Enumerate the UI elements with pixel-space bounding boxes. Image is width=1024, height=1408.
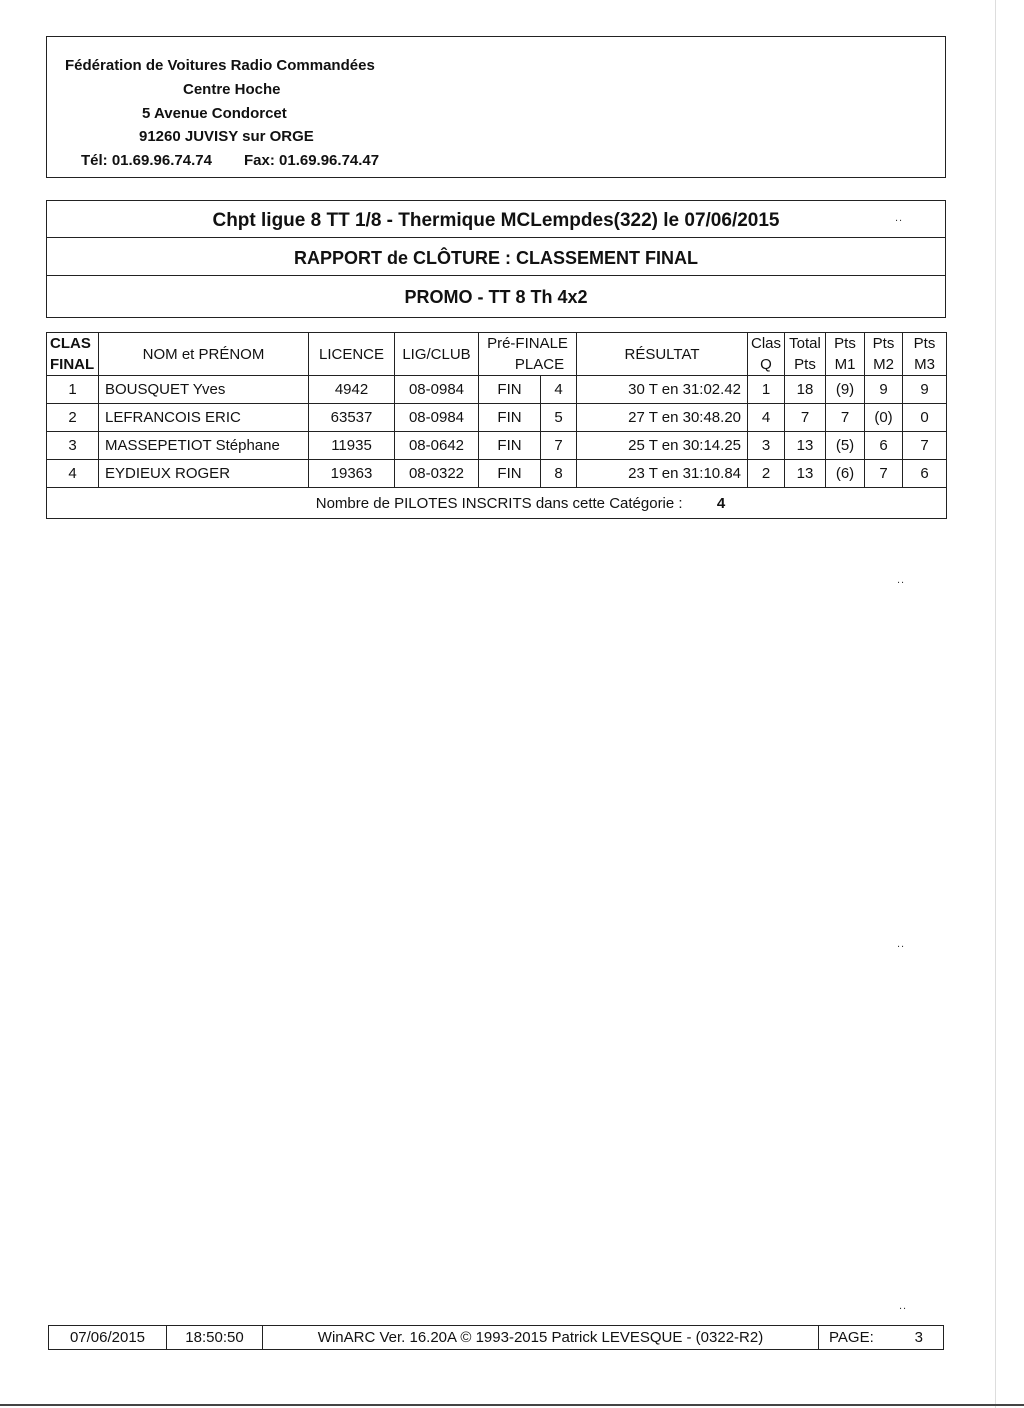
cell-total: 18 — [785, 376, 826, 404]
cell-final: FIN — [479, 432, 541, 460]
cell-club: 08-0984 — [395, 376, 479, 404]
title-divider — [47, 237, 945, 238]
header-resultat: RÉSULTAT — [577, 333, 748, 376]
cell-clas: 4 — [47, 460, 99, 488]
header-text: M3 — [914, 356, 935, 373]
cell-final: FIN — [479, 460, 541, 488]
cell-clas-q: 4 — [748, 404, 785, 432]
cell-name: EYDIEUX ROGER — [99, 460, 309, 488]
cell-place: 7 — [541, 432, 577, 460]
footer-page-number: 3 — [914, 1329, 923, 1346]
cell-m1: (5) — [826, 432, 865, 460]
cell-club: 08-0984 — [395, 404, 479, 432]
registered-pilots-label: Nombre de PILOTES INSCRITS dans cette Catégorie : — [315, 494, 683, 512]
report-title-box — [46, 200, 946, 318]
header-text: FINAL — [50, 356, 95, 373]
cell-clas-q: 3 — [748, 432, 785, 460]
cell-m2: (0) — [865, 404, 903, 432]
cell-clas: 1 — [47, 376, 99, 404]
header-pts-m1 — [826, 333, 865, 376]
print-footer — [48, 1325, 944, 1350]
report-title: RAPPORT de CLÔTURE : CLASSEMENT FINAL — [294, 248, 698, 268]
footer-date: 07/06/2015 — [49, 1326, 167, 1349]
table-footer-row — [47, 488, 947, 519]
cell-m2: 6 — [865, 432, 903, 460]
header-text: M2 — [873, 356, 894, 373]
header-text: Total — [789, 335, 821, 352]
cell-clas-q: 1 — [748, 376, 785, 404]
header-text: Pts — [872, 335, 895, 352]
cell-name: LEFRANCOIS ERIC — [99, 404, 309, 432]
scan-dots: .. — [895, 212, 904, 224]
cell-total: 13 — [785, 460, 826, 488]
cell-licence: 11935 — [309, 432, 395, 460]
federation-center: Centre Hoche — [183, 81, 281, 98]
cell-final: FIN — [479, 404, 541, 432]
cell-result: 23 T en 31:10.84 — [577, 460, 748, 488]
federation-phone: Tél: 01.69.96.74.74 — [81, 152, 212, 169]
header-total-pts — [785, 333, 826, 376]
cell-result: 25 T en 30:14.25 — [577, 432, 748, 460]
cell-m1: (6) — [826, 460, 865, 488]
cell-place: 8 — [541, 460, 577, 488]
federation-city: 91260 JUVISY sur ORGE — [139, 128, 314, 145]
event-title: Chpt ligue 8 TT 1/8 - Thermique MCLempdes(322) le 07/06/2015 — [212, 210, 780, 231]
header-text: Pts — [794, 356, 816, 373]
cell-clas: 2 — [47, 404, 99, 432]
header-text: Pré-FINALE — [487, 335, 568, 352]
title-divider — [47, 275, 945, 276]
cell-result: 27 T en 30:48.20 — [577, 404, 748, 432]
cell-m2: 9 — [865, 376, 903, 404]
cell-m3: 9 — [903, 376, 947, 404]
header-nom: NOM et PRÉNOM — [99, 333, 309, 376]
cell-clas: 3 — [47, 432, 99, 460]
scan-dots: .. — [897, 574, 906, 586]
cell-m2: 7 — [865, 460, 903, 488]
cell-total: 13 — [785, 432, 826, 460]
header-licence: LICENCE — [309, 333, 395, 376]
header-text: PLACE — [514, 356, 565, 373]
cell-place: 5 — [541, 404, 577, 432]
header-text: Pts — [913, 335, 936, 352]
footer-software: WinARC Ver. 16.20A © 1993-2015 Patrick LEVESQUE - (0322-R2) — [263, 1326, 819, 1349]
header-lig-club: LIG/CLUB — [395, 333, 479, 376]
header-text: Pts — [834, 335, 856, 352]
cell-licence: 19363 — [309, 460, 395, 488]
cell-m3: 0 — [903, 404, 947, 432]
header-pts-m2 — [865, 333, 903, 376]
results-table — [46, 332, 947, 519]
header-clas-q — [748, 333, 785, 376]
header-text: M1 — [834, 356, 856, 373]
table-row — [47, 432, 947, 460]
table-header-row — [47, 333, 947, 376]
cell-final: FIN — [479, 376, 541, 404]
cell-total: 7 — [785, 404, 826, 432]
cell-m1: (9) — [826, 376, 865, 404]
cell-m3: 7 — [903, 432, 947, 460]
scan-dots: .. — [897, 938, 906, 950]
header-pts-m3 — [903, 333, 947, 376]
header-text: Clas — [751, 335, 782, 352]
header-text: CLAS — [50, 335, 91, 352]
header-prefinale — [479, 333, 577, 376]
registered-pilots-value: 4 — [716, 494, 726, 512]
cell-m1: 7 — [826, 404, 865, 432]
table-row — [47, 460, 947, 488]
cell-m3: 6 — [903, 460, 947, 488]
table-row — [47, 404, 947, 432]
footer-time: 18:50:50 — [167, 1326, 263, 1349]
footer-page-label: PAGE: — [829, 1329, 874, 1346]
cell-name: BOUSQUET Yves — [99, 376, 309, 404]
scan-dots: .. — [899, 1300, 908, 1312]
cell-club: 08-0322 — [395, 460, 479, 488]
header-text: Q — [760, 356, 772, 373]
federation-name: Fédération de Voitures Radio Commandées — [65, 57, 375, 74]
cell-name: MASSEPETIOT Stéphane — [99, 432, 309, 460]
federation-fax: Fax: 01.69.96.74.47 — [244, 152, 380, 169]
cell-licence: 63537 — [309, 404, 395, 432]
category-title: PROMO - TT 8 Th 4x2 — [404, 287, 588, 307]
header-clas-final — [47, 333, 99, 376]
footer-page — [819, 1326, 943, 1349]
cell-result: 30 T en 31:02.42 — [577, 376, 748, 404]
scan-edge — [995, 0, 996, 1408]
registered-pilots-count — [47, 488, 947, 519]
cell-place: 4 — [541, 376, 577, 404]
federation-address-box — [46, 36, 946, 178]
scan-edge — [0, 1404, 1024, 1406]
cell-clas-q: 2 — [748, 460, 785, 488]
federation-street: 5 Avenue Condorcet — [142, 105, 287, 122]
cell-club: 08-0642 — [395, 432, 479, 460]
table-row — [47, 376, 947, 404]
cell-licence: 4942 — [309, 376, 395, 404]
